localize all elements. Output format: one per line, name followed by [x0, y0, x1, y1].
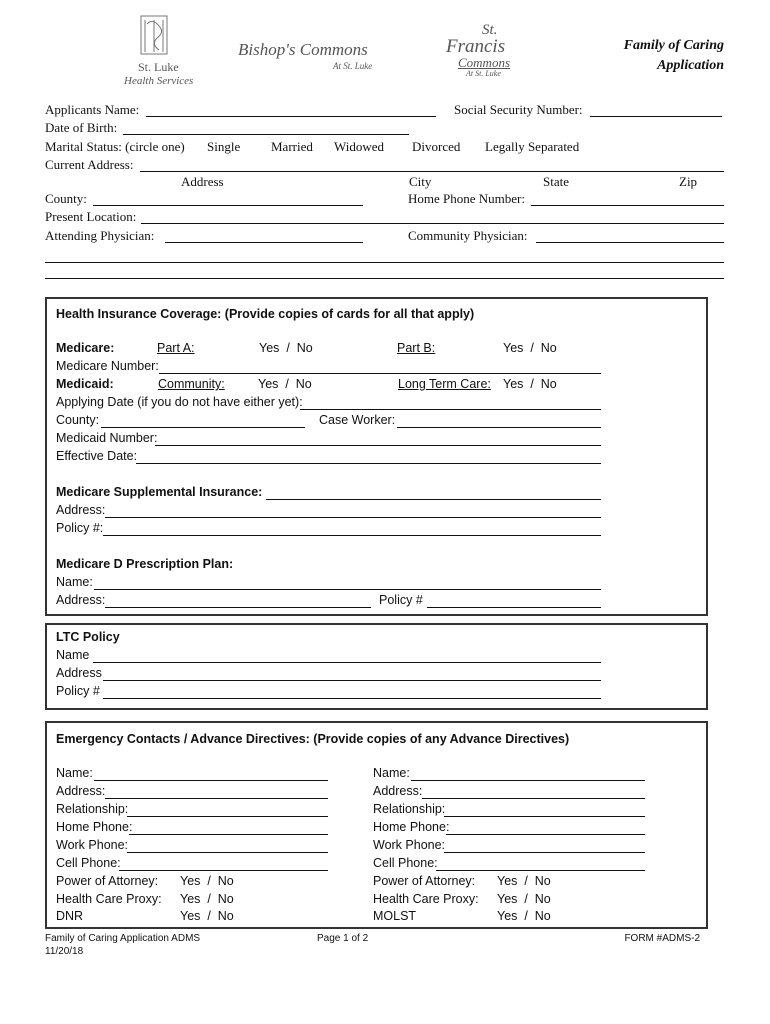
logo2-sub: At St. Luke: [333, 61, 373, 71]
extra-line-1[interactable]: [45, 262, 724, 263]
ec2-home-phone-label: Home Phone:: [373, 820, 450, 834]
applying-date-field[interactable]: [300, 409, 601, 410]
part-a-yes-no[interactable]: Yes / No: [259, 341, 313, 355]
ec2-cell-phone-label: Cell Phone:: [373, 856, 438, 870]
sub-address: Address: [181, 174, 224, 189]
ltc-policy-label: Policy #: [56, 684, 100, 698]
applicant-name-field[interactable]: [146, 116, 436, 117]
extra-line-2[interactable]: [45, 278, 724, 279]
footer-form-number: FORM #ADMS-2: [624, 933, 700, 944]
ec2-address-label: Address:: [373, 784, 423, 798]
marital-single[interactable]: Single: [207, 139, 241, 154]
logo3-name3: Commons: [458, 55, 511, 70]
ins-county-field[interactable]: [101, 427, 305, 428]
footer-left2: 11/20/18: [45, 946, 84, 957]
logo2-name: Bishop's Commons: [238, 40, 368, 59]
county-field[interactable]: [93, 205, 363, 206]
community-label: Community:: [158, 377, 225, 391]
ltc-heading: LTC Policy: [56, 630, 120, 644]
ec1-address-field[interactable]: [105, 798, 328, 799]
hcp-label: Health Care Proxy:: [56, 892, 162, 906]
present-location-label: Present Location:: [45, 209, 137, 224]
emergency-heading: Emergency Contacts / Advance Directives: (Provide copies of any Advance Directives): [56, 732, 570, 746]
medicare-number-field[interactable]: [159, 373, 601, 374]
supp-address-field[interactable]: [105, 517, 601, 518]
part-b-yes-no[interactable]: Yes / No: [503, 341, 557, 355]
ec1-home-phone-label: Home Phone:: [56, 820, 133, 834]
ec2-home-phone-field[interactable]: [446, 834, 645, 835]
supp-policy-label: Policy #:: [56, 521, 104, 535]
insurance-heading: Health Insurance Coverage: (Provide copies of cards for all that apply): [56, 307, 475, 321]
ec2-name-field[interactable]: [411, 780, 645, 781]
rx-policy-label: Policy #: [379, 593, 423, 607]
home-phone-label: Home Phone Number:: [408, 191, 525, 206]
marital-widowed[interactable]: Widowed: [334, 139, 385, 154]
ec2-relationship-field[interactable]: [444, 816, 645, 817]
ltc-name-field[interactable]: [93, 662, 601, 663]
ltc-address-field[interactable]: [103, 680, 601, 681]
ssn-field[interactable]: [590, 116, 722, 117]
page-title-line2: Application: [657, 58, 724, 73]
logo1-line2: Health Services: [124, 75, 194, 87]
poa-yes-no[interactable]: Yes / No: [180, 874, 234, 888]
applying-date-label: Applying Date (if you do not have either yet):: [56, 395, 303, 409]
marital-divorced[interactable]: Divorced: [412, 139, 461, 154]
applicant-name-label: Applicants Name:: [45, 102, 140, 117]
molst-label: MOLST: [373, 909, 417, 923]
ec1-address-label: Address:: [56, 784, 106, 798]
rx-policy-field[interactable]: [427, 607, 601, 608]
logo3-name2: Francis: [446, 36, 506, 57]
present-location-field[interactable]: [141, 223, 724, 224]
sub-city: City: [409, 174, 432, 189]
hcp2-yes-no[interactable]: Yes / No: [497, 892, 551, 906]
ec1-relationship-label: Relationship:: [56, 802, 129, 816]
ltc-address-label: Address: [56, 666, 102, 680]
rx-address-field[interactable]: [105, 607, 371, 608]
effective-date-label: Effective Date:: [56, 449, 138, 463]
ins-county-label: County:: [56, 413, 100, 427]
insurance-box: [45, 297, 708, 616]
logo1-line1: St. Luke: [138, 60, 179, 74]
poa2-yes-no[interactable]: Yes / No: [497, 874, 551, 888]
ec1-work-phone-label: Work Phone:: [56, 838, 129, 852]
ec1-relationship-field[interactable]: [127, 816, 328, 817]
attending-physician-label: Attending Physician:: [45, 228, 155, 243]
county-label: County:: [45, 191, 87, 206]
ec2-relationship-label: Relationship:: [373, 802, 446, 816]
poa2-label: Power of Attorney:: [373, 874, 476, 888]
community-yes-no[interactable]: Yes / No: [258, 377, 312, 391]
page-title-line1: Family of Caring: [623, 38, 724, 53]
community-physician-field[interactable]: [536, 242, 724, 243]
case-worker-field[interactable]: [397, 427, 601, 428]
home-phone-field[interactable]: [531, 205, 724, 206]
supp-policy-field[interactable]: [103, 535, 601, 536]
marital-married[interactable]: Married: [271, 139, 313, 154]
footer-page: Page 1 of 2: [317, 933, 369, 944]
community-physician-label: Community Physician:: [408, 228, 528, 243]
rx-address-label: Address:: [56, 593, 106, 607]
ltc-name-label: Name: [56, 648, 90, 662]
part-b-label: Part B:: [397, 341, 436, 355]
ec1-name-label: Name:: [56, 766, 93, 780]
ec1-work-phone-field[interactable]: [127, 852, 328, 853]
sub-state: State: [543, 174, 569, 189]
supp-address-label: Address:: [56, 503, 106, 517]
sub-zip: Zip: [679, 174, 698, 189]
ec2-address-field[interactable]: [422, 798, 645, 799]
medicaid-number-label: Medicaid Number:: [56, 431, 158, 445]
supplemental-field[interactable]: [266, 499, 601, 500]
current-address-label: Current Address:: [45, 157, 134, 172]
molst-yes-no[interactable]: Yes / No: [497, 909, 551, 923]
ssn-label: Social Security Number:: [454, 102, 583, 117]
medicaid-number-field[interactable]: [155, 445, 601, 446]
ec2-work-phone-field[interactable]: [444, 852, 645, 853]
ec2-cell-phone-field[interactable]: [436, 870, 645, 871]
dnr-label: DNR: [56, 909, 84, 923]
long-term-care-label: Long Term Care:: [398, 377, 491, 391]
footer-left1: Family of Caring Application ADMS: [45, 933, 201, 944]
current-address-field[interactable]: [140, 171, 724, 172]
attending-physician-field[interactable]: [165, 242, 363, 243]
effective-date-field[interactable]: [136, 463, 601, 464]
part-a-label: Part A:: [157, 341, 195, 355]
supplemental-label: Medicare Supplemental Insurance:: [56, 485, 263, 499]
emergency-box: [45, 721, 708, 929]
ltc-box: [45, 623, 708, 710]
rx-plan-label: Medicare D Prescription Plan:: [56, 557, 234, 571]
dob-field[interactable]: [123, 134, 409, 135]
marital-label: Marital Status: (circle one): [45, 139, 185, 154]
ec1-cell-phone-field[interactable]: [119, 870, 328, 871]
ec1-cell-phone-label: Cell Phone:: [56, 856, 121, 870]
long-term-care-yes-no[interactable]: Yes / No: [503, 377, 557, 391]
dob-label: Date of Birth:: [45, 120, 118, 135]
dnr-yes-no[interactable]: Yes / No: [180, 909, 234, 923]
logo3-sub: At St. Luke: [466, 69, 501, 78]
ltc-policy-field[interactable]: [103, 698, 601, 699]
ec2-name-label: Name:: [373, 766, 410, 780]
medicaid-label: Medicaid:: [56, 377, 114, 391]
ec1-name-field[interactable]: [94, 780, 328, 781]
st-luke-emblem-icon: [135, 14, 175, 58]
hcp-yes-no[interactable]: Yes / No: [180, 892, 234, 906]
poa-label: Power of Attorney:: [56, 874, 159, 888]
ec1-home-phone-field[interactable]: [129, 834, 328, 835]
case-worker-label: Case Worker:: [319, 413, 396, 427]
medicare-label: Medicare:: [56, 341, 115, 355]
rx-name-label: Name:: [56, 575, 93, 589]
ec2-work-phone-label: Work Phone:: [373, 838, 446, 852]
medicare-number-label: Medicare Number:: [56, 359, 159, 373]
logo3-name1: St.: [482, 22, 498, 38]
marital-legally-separated[interactable]: Legally Separated: [485, 139, 580, 154]
rx-name-field[interactable]: [94, 589, 601, 590]
hcp2-label: Health Care Proxy:: [373, 892, 479, 906]
